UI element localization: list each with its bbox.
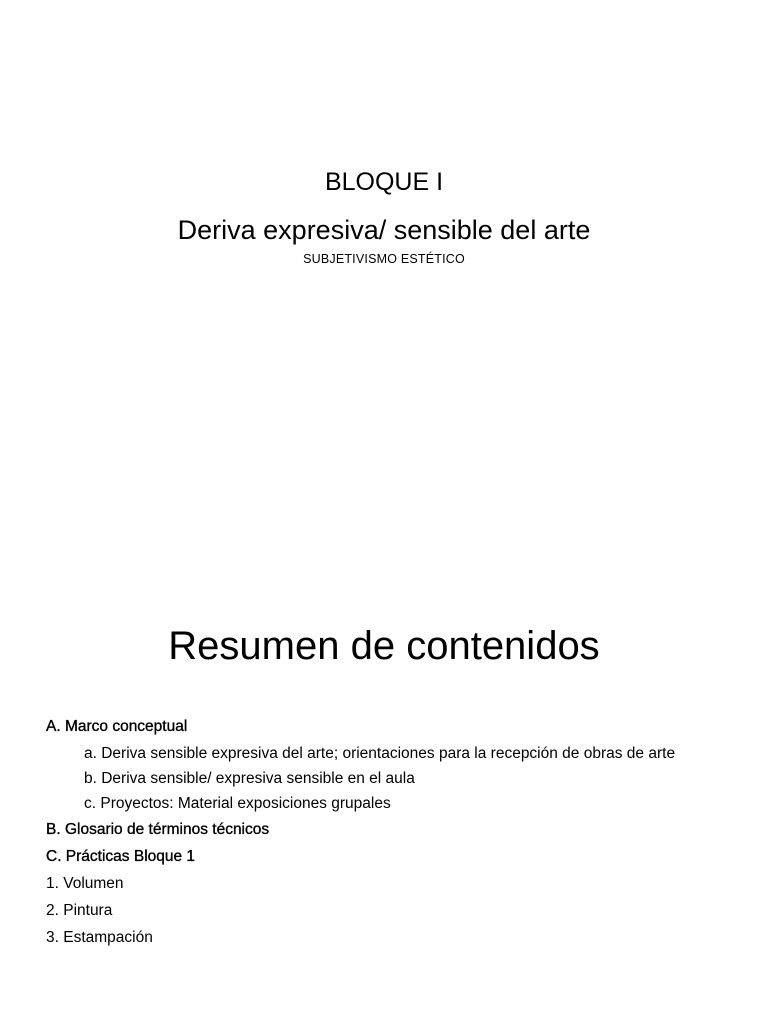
block-title: Deriva expresiva/ sensible del arte bbox=[177, 215, 591, 245]
list-item-section-a: A. Marco conceptual bbox=[46, 718, 188, 735]
title-slide bbox=[0, 165, 768, 268]
list-item-sub-c: c. Proyectos: Material exposiciones grupales bbox=[84, 795, 391, 812]
list-item-section-c: C. Prácticas Bloque 1 bbox=[46, 848, 196, 865]
summary-heading: Resumen de contenidos bbox=[168, 624, 600, 668]
list-item-practice-3: 3. Estampación bbox=[46, 929, 153, 946]
list-item-sub-a: a. Deriva sensible expresiva del arte; orientaciones para la recepción de obras de arte bbox=[84, 745, 676, 762]
list-item-practice-2: 2. Pintura bbox=[46, 902, 113, 919]
block-subtitle: SUBJETIVISMO ESTÉTICO bbox=[303, 252, 465, 266]
contents-list bbox=[46, 713, 726, 951]
list-item-practice-1: 1. Volumen bbox=[46, 875, 124, 892]
block-label: BLOQUE I bbox=[324, 168, 444, 196]
list-item-section-b: B. Glosario de términos técnicos bbox=[46, 821, 270, 838]
list-item-sub-b: b. Deriva sensible/ expresiva sensible en el aula bbox=[84, 770, 415, 787]
